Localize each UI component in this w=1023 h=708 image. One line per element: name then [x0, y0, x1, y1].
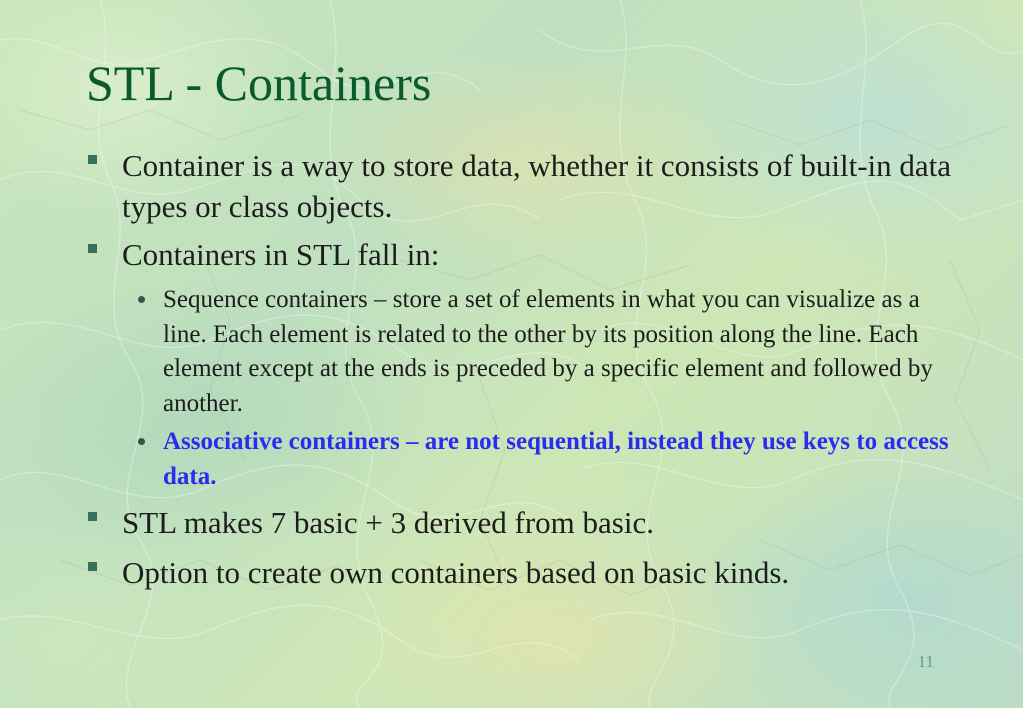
square-bullet-icon: [88, 244, 97, 253]
bullet-item: [122, 552, 952, 593]
bullet-text: Option to create own containers based on basic kinds.: [122, 555, 790, 590]
bullet-text: STL makes 7 basic + 3 derived from basic.: [122, 505, 654, 540]
round-bullet-icon: [138, 438, 145, 445]
bullet-item: [122, 234, 952, 275]
bullet-text: Container is a way to store data, whether it consists of built-in data types or class objects.: [122, 148, 952, 224]
square-bullet-icon: [88, 512, 97, 521]
sub-bullet-item-highlighted: [163, 425, 953, 494]
square-bullet-icon: [88, 155, 97, 164]
round-bullet-icon: [138, 296, 145, 303]
slide-number: 11: [917, 652, 934, 671]
sub-bullet-text: Sequence containers – store a set of elements in what you can visualize as a line. Each element is related to the other by its position along the line. Each element except at the ends is preceded by a specific element and followed by another.: [163, 286, 933, 417]
square-bullet-icon: [88, 562, 97, 571]
sub-bullet-text: Associative containers – are not sequential, instead they use keys to access data.: [163, 428, 949, 490]
sub-bullet-item: [163, 283, 953, 421]
bullet-text: Containers in STL fall in:: [122, 237, 440, 272]
bullet-item: [122, 502, 952, 543]
bullet-item: [122, 145, 952, 227]
slide-title: STL - Containers: [86, 55, 432, 111]
